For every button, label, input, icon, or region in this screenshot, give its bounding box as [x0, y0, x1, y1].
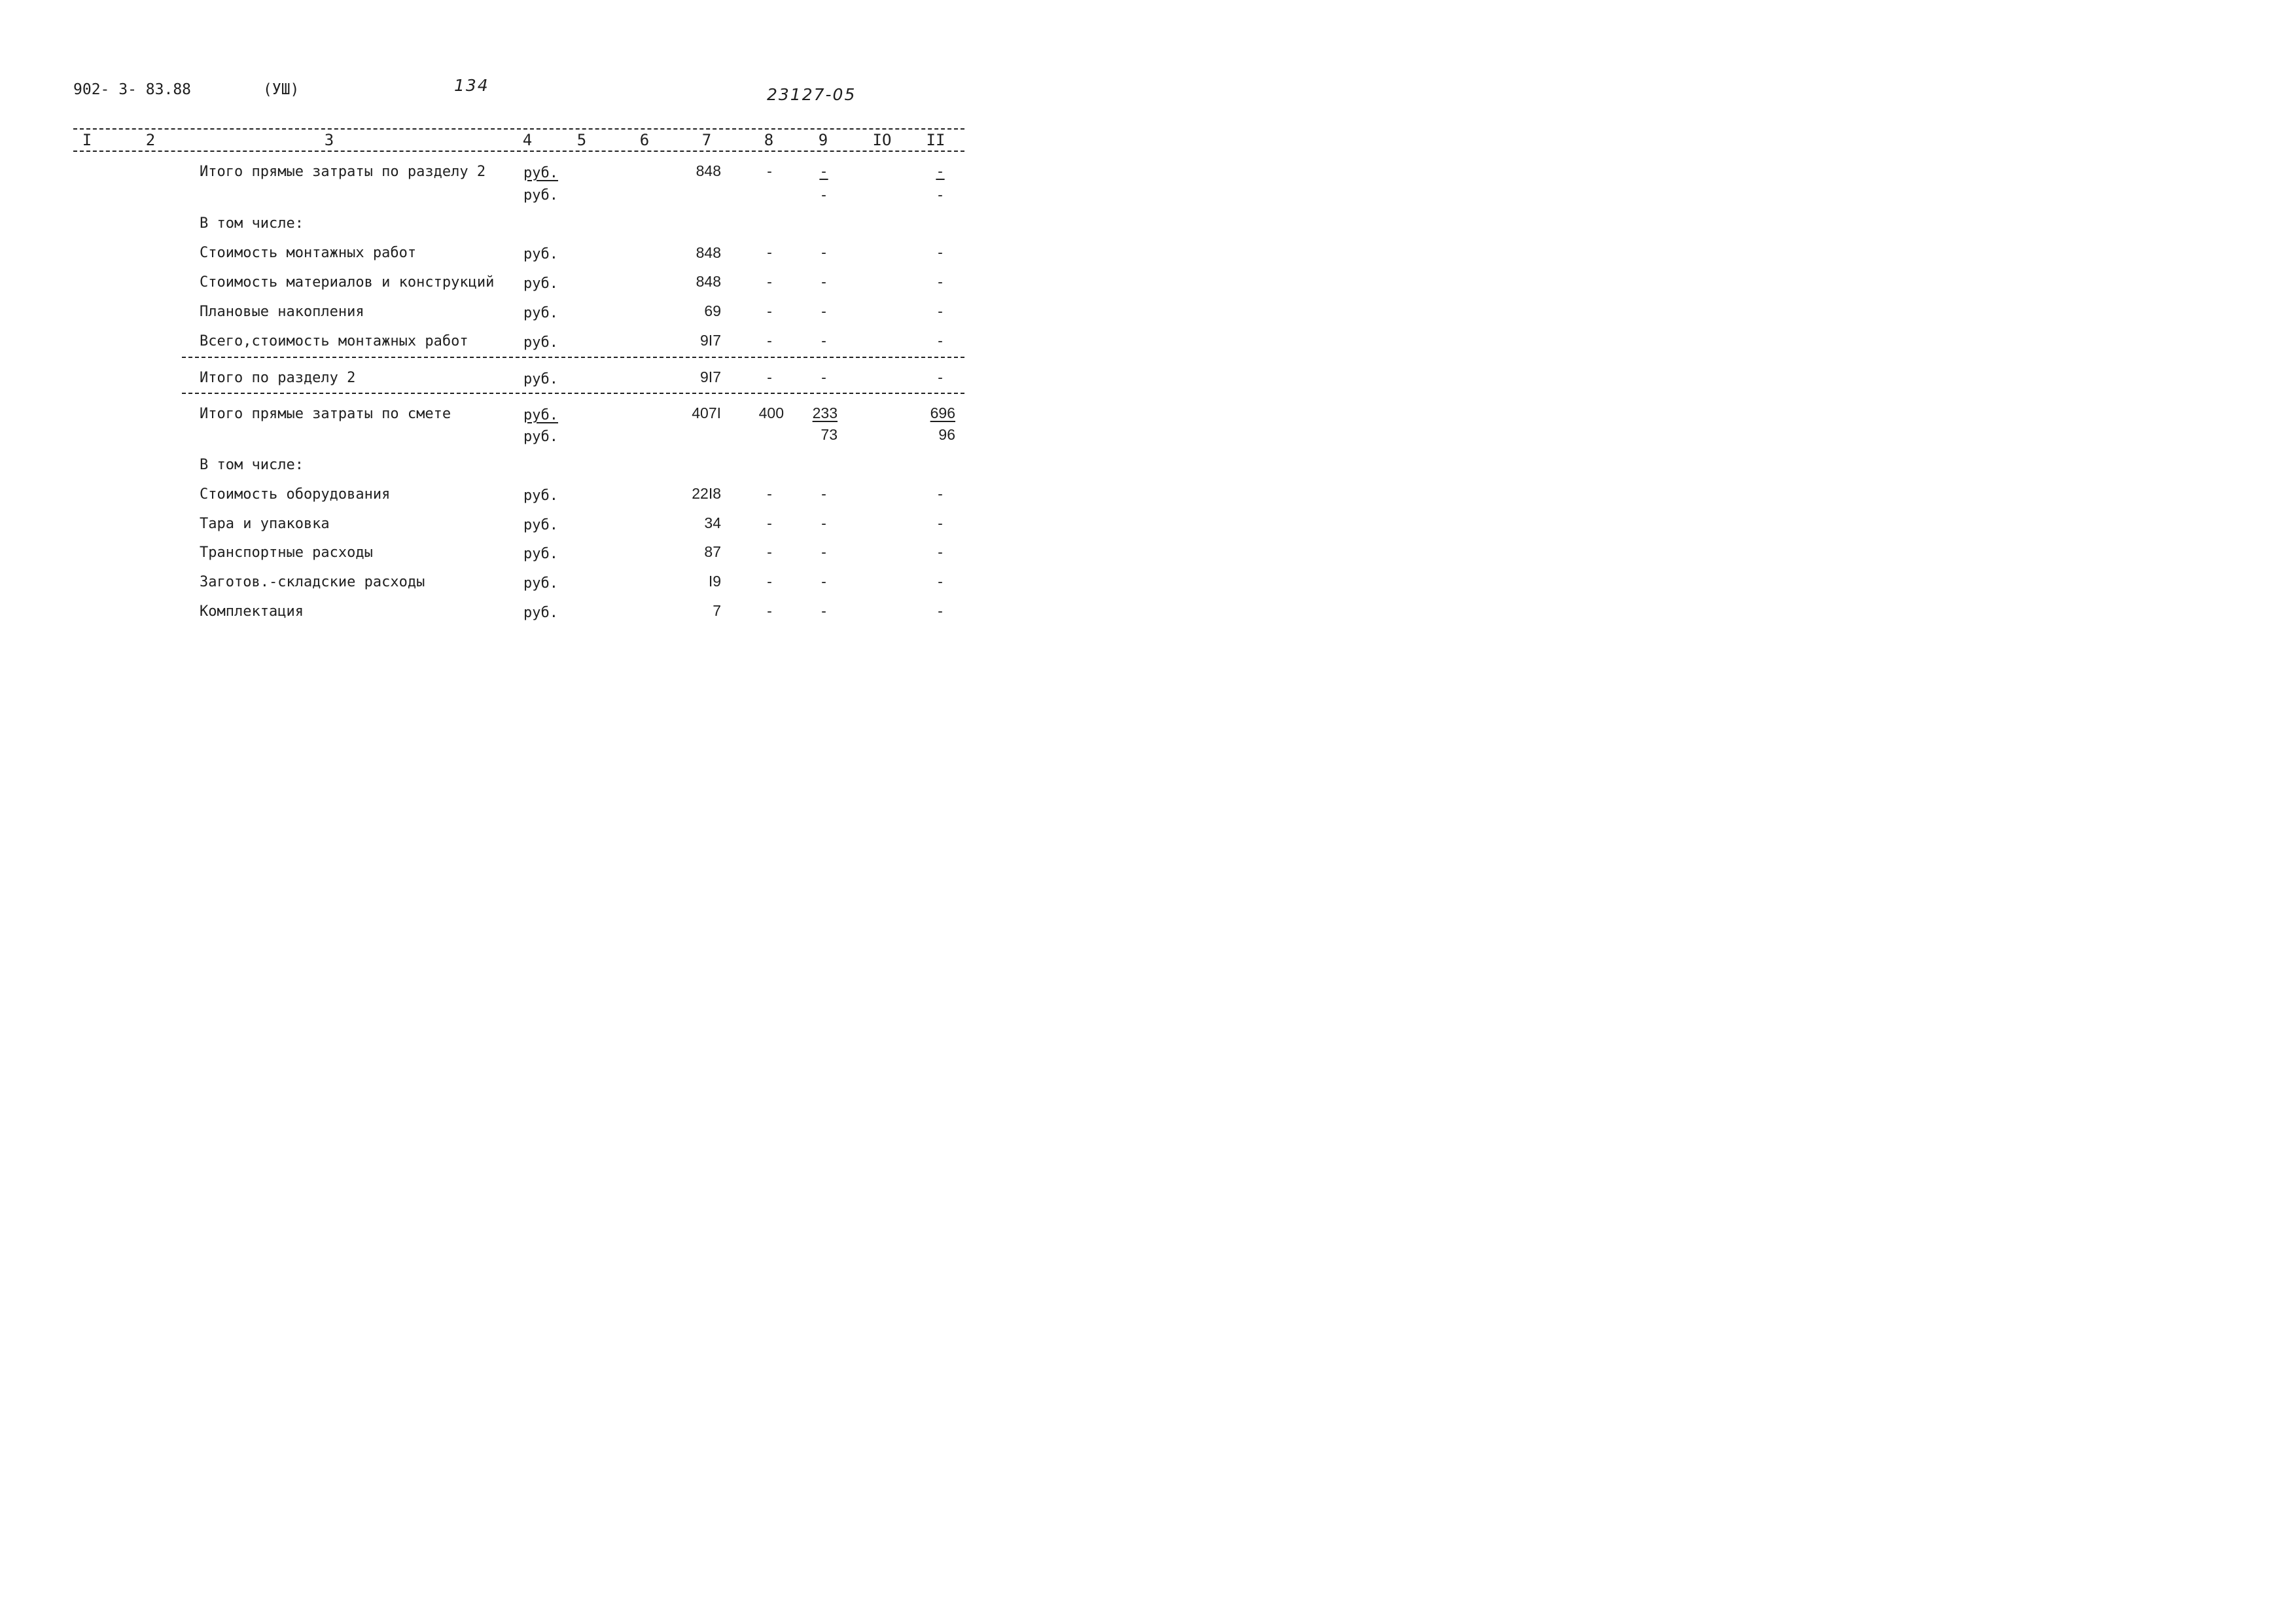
cell-col11: -	[936, 164, 945, 180]
cell-col8: -	[765, 164, 774, 180]
row-label: Тара и упаковка	[200, 516, 330, 532]
cell-col7: 848	[696, 273, 721, 290]
cell-col7: 87	[704, 543, 721, 560]
cell-col9-sub: -	[819, 187, 828, 204]
cell-col9-sub: 73	[821, 426, 838, 443]
section-label: В том числе:	[200, 215, 304, 232]
cell-col11: -	[936, 516, 945, 532]
cell-col7: 69	[704, 302, 721, 319]
cell-col7: 7	[713, 602, 721, 619]
document-code: 902- 3- 83.88	[73, 81, 192, 98]
unit-label: руб.	[523, 517, 558, 533]
row-label: Итого прямые затраты по разделу 2	[200, 164, 486, 180]
row-label: Итого прямые затраты по смете	[200, 406, 451, 422]
cell-col8: -	[765, 333, 774, 349]
column-header-1: I	[82, 131, 92, 149]
column-header-10: IO	[872, 131, 892, 149]
cell-col8: -	[765, 486, 774, 503]
cell-col7: 9I7	[700, 368, 721, 385]
cell-col11: -	[936, 544, 945, 561]
cell-col7: 22I8	[692, 485, 721, 502]
row-label: Транспортные расходы	[200, 544, 373, 561]
header-top-rule	[73, 128, 964, 130]
cell-col9: -	[819, 274, 828, 291]
unit-label: руб.	[523, 276, 558, 292]
cell-col8: -	[765, 574, 774, 590]
cell-col11: -	[936, 304, 945, 320]
column-header-2: 2	[145, 131, 156, 149]
cell-col9: -	[819, 304, 828, 320]
cell-col11: -	[936, 245, 945, 261]
cell-col9: 233	[812, 404, 838, 421]
stamp-number: 23127-05	[767, 85, 857, 104]
cell-col9: -	[819, 603, 828, 620]
cell-col11: 696	[930, 404, 955, 421]
cell-col9: -	[819, 544, 828, 561]
unit-label: руб.	[523, 187, 558, 204]
unit-label: руб.	[523, 605, 558, 621]
unit-label: руб.	[523, 371, 558, 387]
column-header-4: 4	[522, 131, 533, 149]
row-label: Плановые накопления	[200, 304, 364, 320]
cell-col7: 407I	[692, 404, 721, 421]
cell-col9: -	[819, 164, 828, 180]
cell-col11: -	[936, 370, 945, 386]
column-header-9: 9	[818, 131, 828, 149]
column-header-7: 7	[701, 131, 712, 149]
cell-col9: -	[819, 333, 828, 349]
cell-col9: -	[819, 370, 828, 386]
column-header-8: 8	[764, 131, 774, 149]
unit-label: руб.	[523, 429, 558, 445]
cell-col11: -	[936, 274, 945, 291]
column-header-6: 6	[639, 131, 650, 149]
cell-col11-sub: -	[936, 187, 945, 204]
row-label: Заготов.-складские расходы	[200, 574, 425, 590]
unit-label: руб.	[523, 165, 558, 181]
cell-col8: -	[765, 274, 774, 291]
column-header-5: 5	[576, 131, 587, 149]
cell-col9: -	[819, 245, 828, 261]
section-divider	[182, 393, 964, 394]
cell-col7: 848	[696, 244, 721, 261]
cell-col11: -	[936, 603, 945, 620]
page-number: 134	[454, 76, 489, 95]
column-header-11: II	[926, 131, 945, 149]
unit-label: руб.	[523, 488, 558, 504]
cell-col7: I9	[708, 573, 721, 590]
volume-label: (УШ)	[263, 81, 300, 98]
unit-label: руб.	[523, 546, 558, 562]
cell-col8: -	[765, 370, 774, 386]
cell-col7: 34	[704, 514, 721, 531]
unit-label: руб.	[523, 407, 558, 423]
cell-col8: -	[765, 603, 774, 620]
section-divider	[182, 357, 964, 358]
cell-col8: 400	[758, 404, 784, 421]
row-label: Комплектация	[200, 603, 304, 620]
header-bottom-rule	[73, 151, 964, 152]
row-label: Стоимость материалов и конструкций	[200, 274, 495, 291]
unit-label: руб.	[523, 334, 558, 351]
row-label: Всего,стоимость монтажных работ	[200, 333, 468, 349]
cell-col8: -	[765, 304, 774, 320]
row-label: Стоимость оборудования	[200, 486, 391, 503]
cell-col9: -	[819, 574, 828, 590]
cell-col11: -	[936, 486, 945, 503]
row-label: Стоимость монтажных работ	[200, 245, 417, 261]
cell-col8: -	[765, 516, 774, 532]
unit-label: руб.	[523, 575, 558, 592]
cell-col9: -	[819, 486, 828, 503]
cell-col9: -	[819, 516, 828, 532]
section-label: В том числе:	[200, 457, 304, 473]
cell-col11: -	[936, 333, 945, 349]
cell-col8: -	[765, 544, 774, 561]
cell-col7: 9I7	[700, 332, 721, 349]
column-header-3: 3	[324, 131, 334, 149]
cell-col7: 848	[696, 162, 721, 179]
unit-label: руб.	[523, 246, 558, 262]
cell-col11-sub: 96	[938, 426, 955, 443]
cell-col8: -	[765, 245, 774, 261]
unit-label: руб.	[523, 305, 558, 321]
cell-col11: -	[936, 574, 945, 590]
row-label: Итого по разделу 2	[200, 370, 356, 386]
